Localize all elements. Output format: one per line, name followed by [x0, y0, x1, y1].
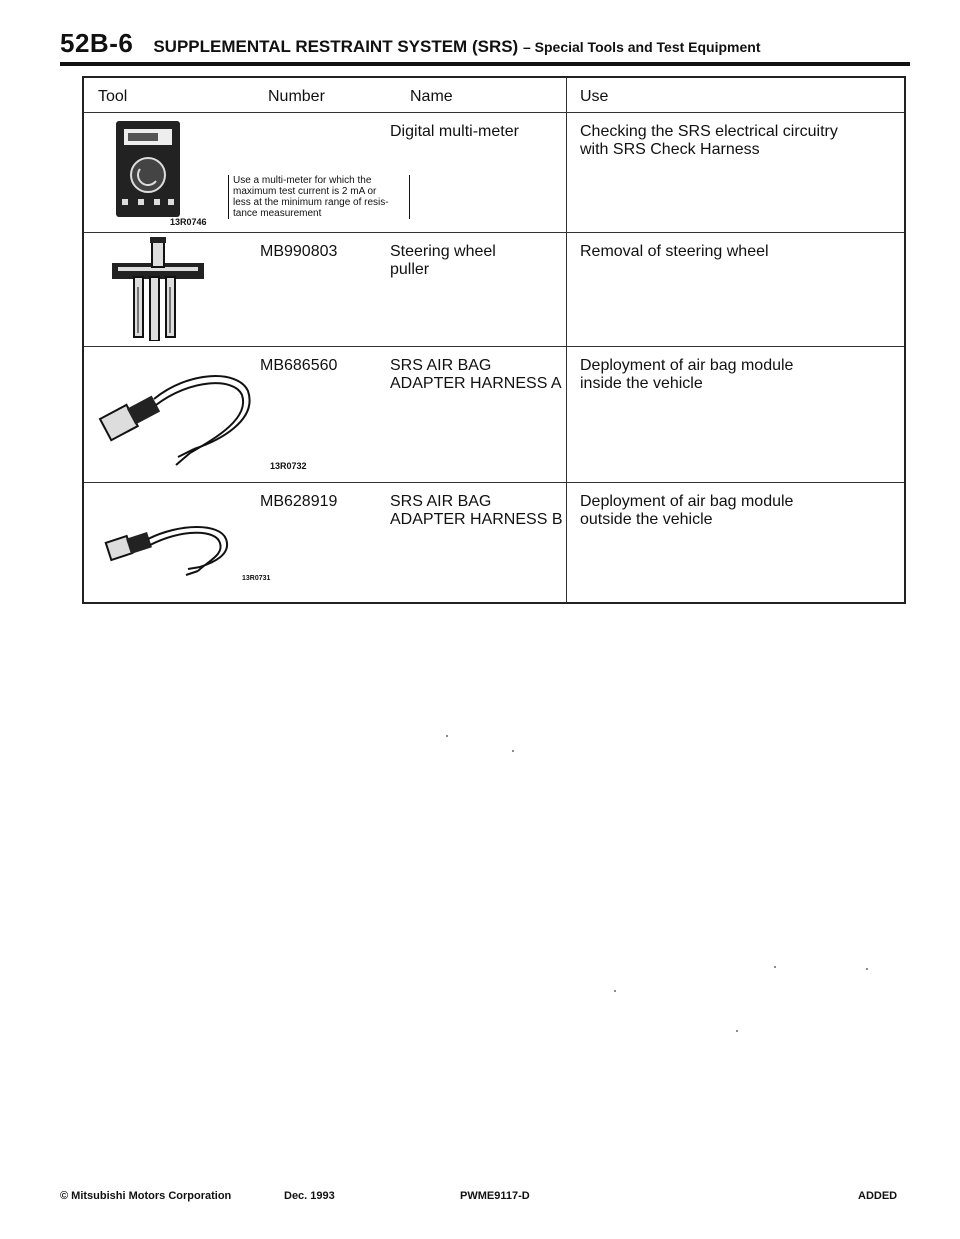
figure-code: 13R0746 — [170, 217, 207, 227]
table-header-row — [84, 78, 904, 112]
table-row — [84, 232, 904, 346]
table-row — [84, 482, 904, 604]
figure-code: 13R0732 — [270, 461, 307, 471]
footer-date: Dec. 1993 — [284, 1190, 335, 1202]
tool-number: MB990803 — [260, 243, 338, 260]
col-header-use: Use — [580, 88, 609, 105]
footer-doc-id: PWME9117-D — [460, 1190, 530, 1202]
tool-use: Checking the SRS electrical circuitry with SRS Check Harness — [580, 123, 838, 158]
scan-speck — [774, 966, 776, 968]
col-header-tool: Tool — [98, 88, 128, 105]
page-header — [60, 28, 910, 64]
multimeter-note: Use a multi-meter for which the maximum test current is 2 mA or less at the minimum range of resis- tance measurement — [228, 175, 410, 219]
figure-code: 13R0731 — [242, 575, 271, 582]
tool-use: Deployment of air bag module outside the vehicle — [580, 493, 794, 528]
footer-copyright: © Mitsubishi Motors Corporation — [60, 1190, 232, 1202]
header-rule — [60, 62, 910, 66]
col-header-number: Number — [268, 88, 325, 105]
scan-speck — [614, 990, 616, 992]
scan-speck — [446, 735, 448, 737]
tool-name: Digital multi-meter — [390, 123, 519, 140]
table-row — [84, 112, 904, 232]
scan-speck — [512, 750, 514, 752]
tools-table — [82, 76, 906, 604]
scan-speck — [736, 1030, 738, 1032]
page-title-sub: – Special Tools and Test Equipment — [522, 39, 761, 55]
multimeter-icon — [114, 119, 184, 221]
tool-use: Removal of steering wheel — [580, 243, 769, 260]
col-header-name: Name — [410, 88, 453, 105]
section-number: 52B-6 — [60, 28, 134, 58]
adapter-harness-a-icon — [98, 361, 258, 471]
tool-use: Deployment of air bag module inside the vehicle — [580, 357, 794, 392]
page-title-main: SUPPLEMENTAL RESTRAINT SYSTEM (SRS) — [153, 37, 519, 56]
footer-status: ADDED — [858, 1190, 898, 1202]
tool-number: MB686560 — [260, 357, 338, 374]
tool-name: SRS AIR BAG ADAPTER HARNESS B — [390, 493, 563, 528]
scan-speck — [866, 968, 868, 970]
tool-number: MB628919 — [260, 493, 338, 510]
page-title — [153, 37, 760, 57]
tool-name: SRS AIR BAG ADAPTER HARNESS A — [390, 357, 562, 392]
steering-wheel-puller-icon — [104, 237, 214, 341]
adapter-harness-b-icon — [100, 517, 240, 581]
table-row — [84, 346, 904, 482]
tool-name: Steering wheel puller — [390, 243, 496, 278]
